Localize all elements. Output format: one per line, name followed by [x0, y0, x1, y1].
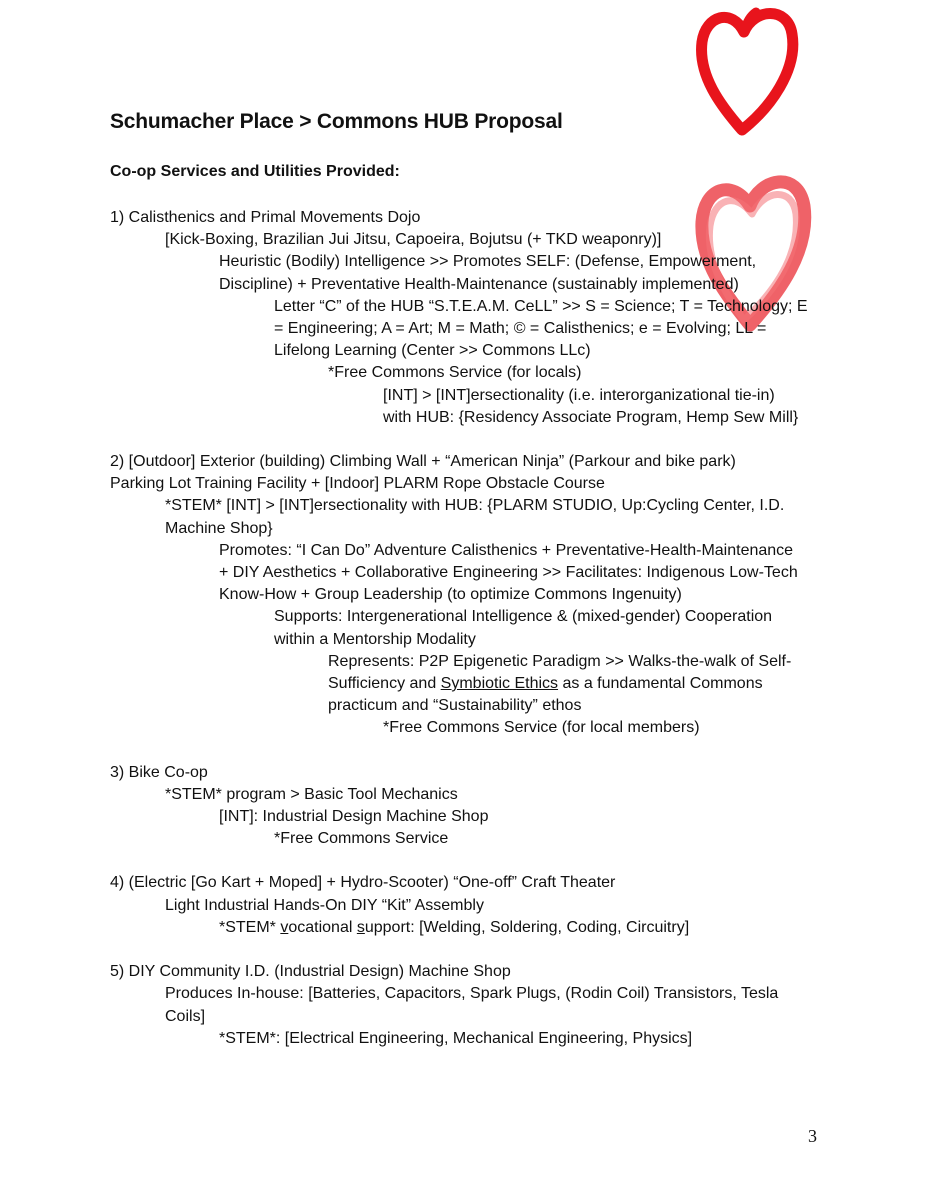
service-item-bike-coop [110, 762, 830, 851]
underlined-letter: v [280, 918, 289, 936]
service-line: = Engineering; A = Art; M = Math; © = Calisthenics; e = Evolving; LL = [274, 320, 767, 338]
service-line: [INT]: Industrial Design Machine Shop [219, 808, 489, 826]
service-line: *Free Commons Service (for local members) [383, 719, 700, 737]
service-line: practicum and “Sustainability” ethos [328, 697, 582, 715]
page-title: Schumacher Place > Commons HUB Proposal [110, 110, 563, 133]
text-run: *STEM* [219, 918, 281, 936]
service-line: Light Industrial Hands-On DIY “Kit” Assembly [165, 896, 484, 914]
service-line: [Kick-Boxing, Brazilian Jui Jitsu, Capoeira, Bojutsu (+ TKD weaponry)] [165, 231, 662, 249]
service-line: Letter “C” of the HUB “S.T.E.A.M. CeLL” >> S = Science; T = Technology; E [274, 297, 808, 315]
underlined-term: Symbiotic Ethics [440, 675, 559, 693]
service-line: Coils] [165, 1007, 206, 1025]
service-line: Supports: Intergenerational Intelligence & (mixed-gender) Cooperation [274, 608, 773, 626]
service-line [110, 917, 830, 939]
service-line: *Free Commons Service (for locals) [328, 364, 582, 382]
service-line: Produces In-house: [Batteries, Capacitors, Spark Plugs, (Rodin Coil) Transistors, Tesla [165, 985, 779, 1003]
service-line: Know-How + Group Leadership (to optimize Commons Ingenuity) [219, 586, 682, 604]
service-line: *STEM* program > Basic Tool Mechanics [165, 785, 458, 803]
service-line: + DIY Aesthetics + Collaborative Engineering >> Facilitates: Indigenous Low-Tech [219, 564, 798, 582]
service-line: with HUB: {Residency Associate Program, Hemp Sew Mill} [383, 408, 799, 426]
service-line: Represents: P2P Epigenetic Paradigm >> Walks-the-walk of Self- [328, 652, 792, 670]
service-line: *STEM* [INT] > [INT]ersectionality with HUB: {PLARM STUDIO, Up:Cycling Center, I.D. [165, 497, 785, 515]
text-run: upport: [Welding, Soldering, Coding, Circuitry] [364, 918, 690, 936]
service-line: *STEM*: [Electrical Engineering, Mechanical Engineering, Physics] [219, 1029, 693, 1047]
service-line [110, 673, 830, 695]
service-line: [INT] > [INT]ersectionality (i.e. interorganizational tie-in) [383, 386, 775, 404]
text-run: as a fundamental Commons [558, 675, 763, 693]
service-title: 3) Bike Co-op [110, 763, 208, 781]
text-run: ocational [288, 918, 357, 936]
service-item-dojo [110, 207, 830, 429]
underlined-letter: s [356, 918, 365, 936]
service-item-climbing-wall [110, 451, 830, 740]
service-title: 2) [Outdoor] Exterior (building) Climbing Wall + “American Ninja” (Parkour and bike park) [110, 453, 736, 471]
service-line: Machine Shop} [165, 519, 273, 537]
page-number: 3 [808, 1126, 817, 1146]
service-line: *Free Commons Service [274, 830, 449, 848]
service-title: 4) (Electric [Go Kart + Moped] + Hydro-Scooter) “One-off” Craft Theater [110, 874, 616, 892]
service-line: Discipline) + Preventative Health-Maintenance (sustainably implemented) [219, 275, 739, 293]
service-item-machine-shop [110, 961, 830, 1050]
section-subtitle: Co-op Services and Utilities Provided: [110, 163, 400, 180]
service-title: 1) Calisthenics and Primal Movements Dojo [110, 209, 421, 226]
services-list [110, 207, 830, 1072]
service-item-craft-theater [110, 872, 830, 939]
service-line: Heuristic (Bodily) Intelligence >> Promotes SELF: (Defense, Empowerment, [219, 253, 757, 271]
service-line: within a Mentorship Modality [274, 630, 476, 648]
service-line: Lifelong Learning (Center >> Commons LLc) [274, 342, 591, 360]
text-run: Sufficiency and [328, 675, 441, 693]
service-line: Promotes: “I Can Do” Adventure Calisthenics + Preventative-Health-Maintenance [219, 541, 794, 559]
heart-icon [702, 12, 793, 130]
service-line: Parking Lot Training Facility + [Indoor] PLARM Rope Obstacle Course [110, 475, 605, 493]
service-title: 5) DIY Community I.D. (Industrial Design) Machine Shop [110, 963, 511, 981]
